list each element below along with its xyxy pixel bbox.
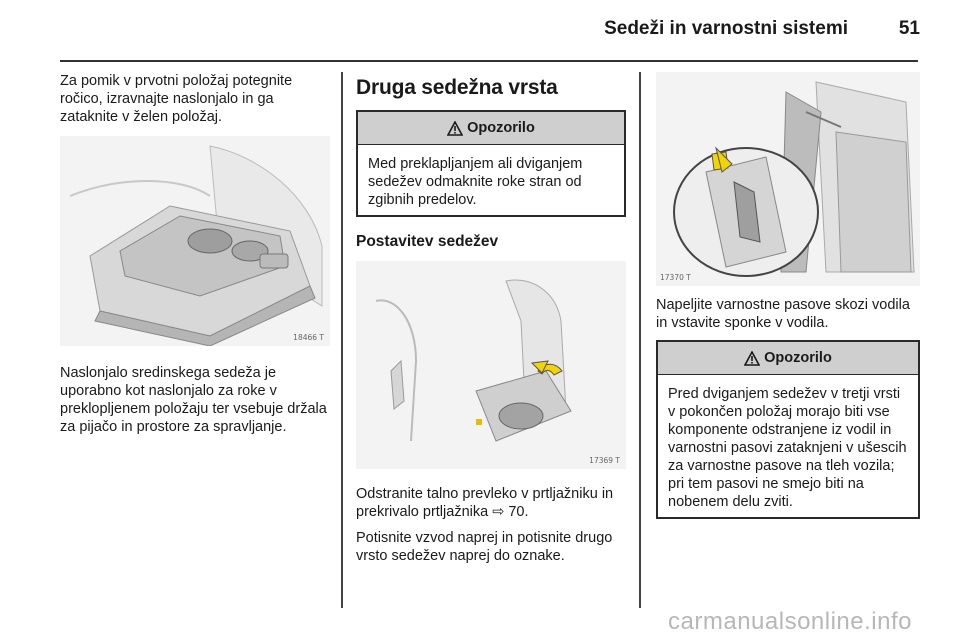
section-title: Druga sedežna vrsta: [356, 76, 558, 99]
warning-header: [358, 112, 624, 145]
seat-lever-drawing: [356, 261, 626, 469]
column-divider: [341, 72, 343, 608]
column-divider: [639, 72, 641, 608]
seatbelt-guide-drawing: [656, 72, 920, 286]
warning-body: [358, 145, 624, 215]
column-2: [356, 72, 626, 573]
column-3: [656, 72, 920, 519]
page-header: [60, 14, 920, 56]
paragraph: Za pomik v prvotni položaj potegnite ročico, izravnajte naslonjalo in ga zataknite v želen položaj.: [60, 73, 293, 125]
paragraph: Potisnite vzvod naprej in potisnite drugo vrsto sedežev naprej do oznake.: [356, 530, 613, 564]
warning-triangle-icon: [447, 121, 463, 136]
warning-text: Med preklapljanjem ali dviganjem sedežev odmaknite roke stran od zgibnih predelov.: [368, 156, 583, 208]
figure-code: 17370 T: [660, 273, 691, 282]
seat-lever-illustration: [356, 261, 626, 469]
warning-body: [658, 375, 918, 517]
warning-label: Opozorilo: [764, 350, 832, 366]
paragraph: Naslonjalo sredinskega sedeža je uporabno kot naslonjalo za roke v preklopljenem položaju ter vsebuje držala za pijačo in prostore za spravljanje.: [60, 365, 327, 435]
warning-box: [656, 340, 920, 519]
header-rule: [60, 60, 918, 62]
figure-code: 17369 T: [589, 456, 620, 465]
subsection-title: Postavitev sedežev: [356, 233, 499, 250]
warning-box: [356, 110, 626, 217]
watermark: carmanualsonline.info: [668, 608, 912, 635]
warning-label: Opozorilo: [467, 120, 535, 136]
paragraph: Napeljite varnostne pasove skozi vodila in vstavite sponke v vodila.: [656, 297, 910, 331]
paragraph: Odstranite talno prevleko v prtljažniku in prekrivalo prtljažnika ⇨ 70.: [356, 486, 614, 520]
armrest-illustration: [60, 136, 330, 346]
seatbelt-guide-illustration: [656, 72, 920, 286]
figure-code: 18466 T: [293, 333, 324, 342]
warning-text: Pred dviganjem sedežev v tretji vrsti v pokončen položaj morajo biti vse komponente odstranjene iz vodil in varnostni pasovi zataknjeni v ušescih za varnostne pasove na tleh vozila; pri tem pasovi ne smejo biti na nobenem delu zviti.: [668, 386, 907, 510]
armrest-drawing: [60, 136, 330, 346]
warning-header: [658, 342, 918, 375]
page-title: Sedeži in varnostni sistemi: [604, 18, 848, 39]
warning-triangle-icon: [744, 351, 760, 366]
page-number: 51: [898, 18, 920, 39]
column-1: [60, 72, 330, 444]
